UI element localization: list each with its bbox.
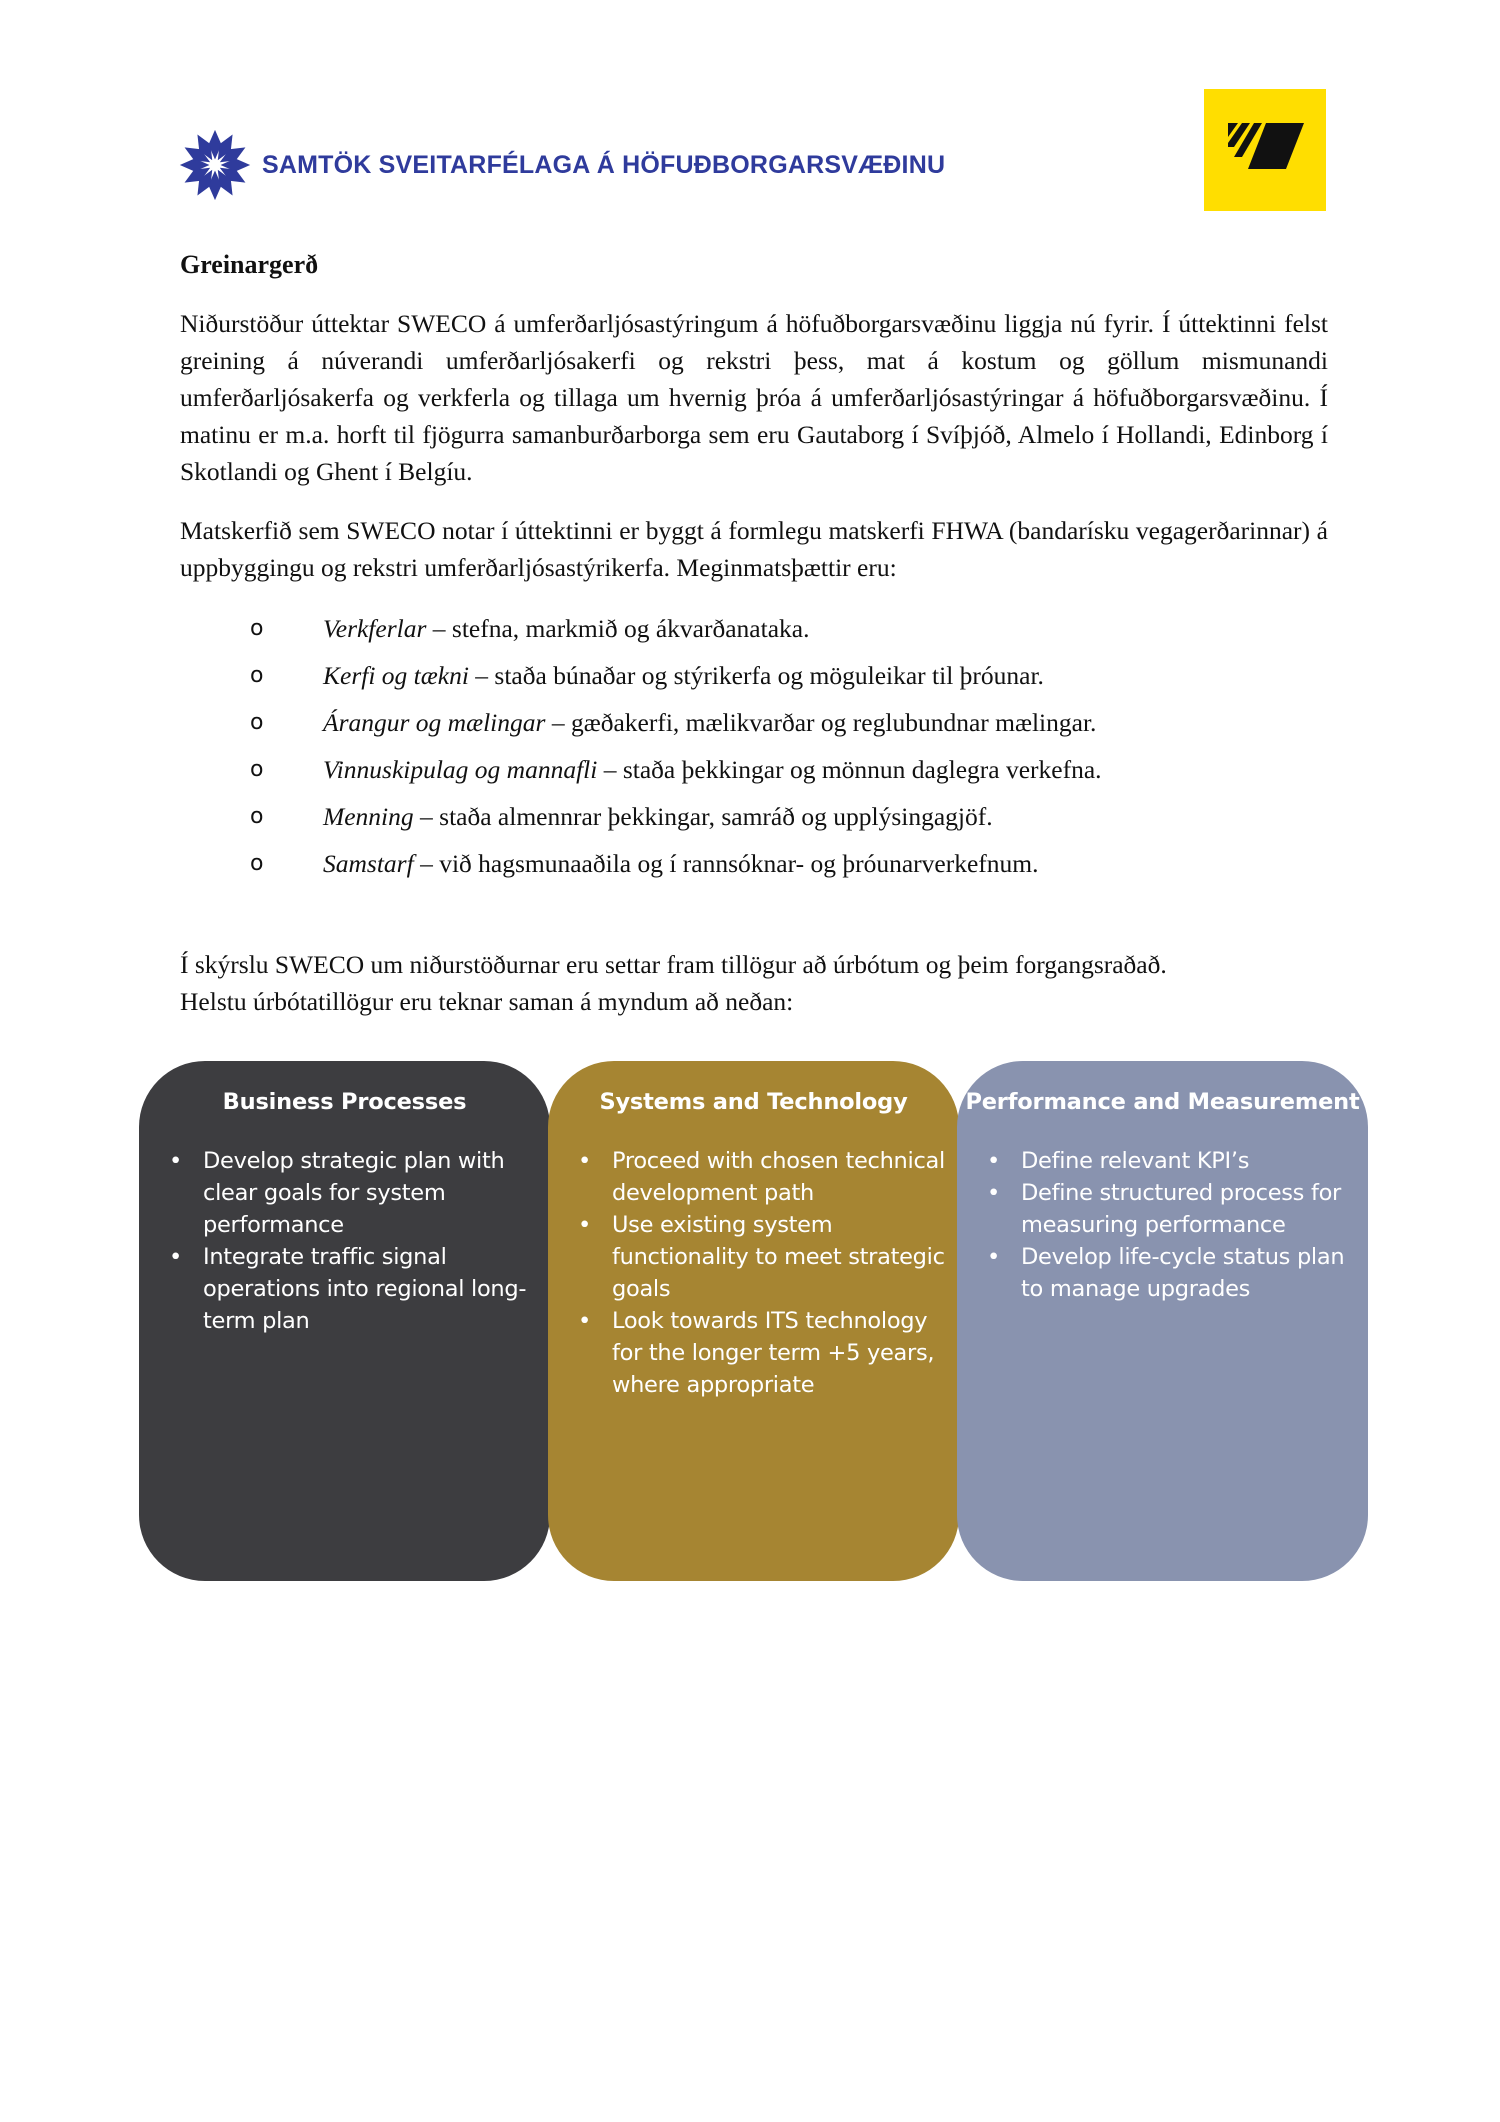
panel-title: Business Processes (222, 1089, 467, 1115)
vegagerdin-stripes-icon (1204, 89, 1326, 211)
list-marker: o (250, 663, 264, 688)
list-item-term: Árangur og mælingar (323, 708, 546, 737)
list-item-desc: – gæðakerfi, mælikvarðar og reglubundnar mælingar. (545, 708, 1097, 737)
panel-title: Systems and Technology (599, 1089, 908, 1115)
panel-item: • Proceed with chosen technical development path (578, 1145, 945, 1209)
list-item-term: Vinnuskipulag og mannafli (323, 755, 598, 784)
panel-item: • Use existing system functionality to meet strategic goals (578, 1209, 945, 1305)
panel-item: • Look towards ITS technology for the longer term +5 years, where appropriate (578, 1305, 945, 1401)
page-title: Greinargerð (180, 250, 319, 279)
list-marker: o (250, 616, 264, 641)
document-body (180, 246, 1328, 892)
list-item-term: Samstarf (323, 849, 414, 878)
list-item (180, 751, 1328, 798)
page-header (0, 0, 1500, 230)
summary-line: Helstu úrbótatillögur eru teknar saman á myndum að neðan: (180, 987, 794, 1016)
panel-item: • Define relevant KPI’s (987, 1145, 1354, 1177)
list-item-desc: – staða almennrar þekkingar, samráð og upplýsingagjöf. (413, 802, 993, 831)
list-item-term: Verkferlar (323, 614, 427, 643)
list-item (180, 657, 1328, 704)
list-marker: o (250, 757, 264, 782)
panel-item: • Integrate traffic signal operations into regional long-term plan (169, 1241, 536, 1337)
list-marker: o (250, 851, 264, 876)
vegagerdin-logo (1204, 89, 1326, 211)
list-marker: o (250, 710, 264, 735)
list-item-desc: – við hagsmunaaðila og í rannsóknar- og þróunarverkefnum. (413, 849, 1039, 878)
ssh-logo (178, 128, 945, 202)
panel-list (548, 1145, 959, 1401)
intro-paragraph: Niðurstöður úttektar SWECO á umferðarljósastýringum á höfuðborgarsvæðinu liggja nú fyrir. Í úttektinni felst greining á núverandi umferðarljósakerfi og rekstri þess, mat á kostum og göllum mismunandi umferðarljósakerfa og verkferla og tillaga um hvernig þróa á umferðarljósastýringar á höfuðborgarsvæðinu. Í matinu er m.a. horft til fjögurra samanburðarborga sem eru Gautaborg í Svíþjóð, Almelo í Hollandi, Edinborg í Skotlandi og Ghent í Belgíu. (180, 309, 1328, 486)
list-item (180, 845, 1328, 892)
list-item (180, 704, 1328, 751)
org-name: SAMTÖK SVEITARFÉLAGA Á HÖFUÐBORGARSVÆÐINU (262, 150, 946, 179)
list-item-desc: – staða búnaðar og stýrikerfa og möguleikar til þróunar. (468, 661, 1044, 690)
panel-performance-and-measurement (957, 1061, 1368, 1581)
list-item-desc: – staða þekkingar og mönnun daglegra verkefna. (597, 755, 1102, 784)
list-item-term: Menning (323, 802, 414, 831)
snowflake-star-icon (178, 128, 252, 202)
list-item-term: Kerfi og tækni (323, 661, 469, 690)
panel-title: Performance and Measurement (965, 1089, 1360, 1115)
panel-item: • Develop strategic plan with clear goals for system performance (169, 1145, 536, 1241)
list-marker: o (250, 804, 264, 829)
criteria-list (180, 610, 1328, 892)
summary-line: Í skýrslu SWECO um niðurstöðurnar eru settar fram tillögur að úrbótum og þeim forgangsraðað. (180, 950, 1167, 979)
panel-business-processes (139, 1061, 550, 1581)
panel-item: • Develop life-cycle status plan to manage upgrades (987, 1241, 1354, 1305)
panel-list (957, 1145, 1368, 1305)
panel-systems-and-technology (548, 1061, 959, 1581)
recommendation-panels (139, 1061, 1368, 1581)
list-item (180, 610, 1328, 657)
list-item-desc: – stefna, markmið og ákvarðanataka. (426, 614, 810, 643)
panel-list (139, 1145, 550, 1337)
list-item (180, 798, 1328, 845)
summary-intro (180, 946, 1328, 1020)
method-paragraph: Matskerfið sem SWECO notar í úttektinni er byggt á formlegu matskerfi FHWA (bandarísku vegagerðarinnar) á uppbyggingu og rekstri umferðarljósastýrikerfa. Meginmatsþættir eru: (180, 516, 1328, 582)
panel-item: • Define structured process for measuring performance (987, 1177, 1354, 1241)
